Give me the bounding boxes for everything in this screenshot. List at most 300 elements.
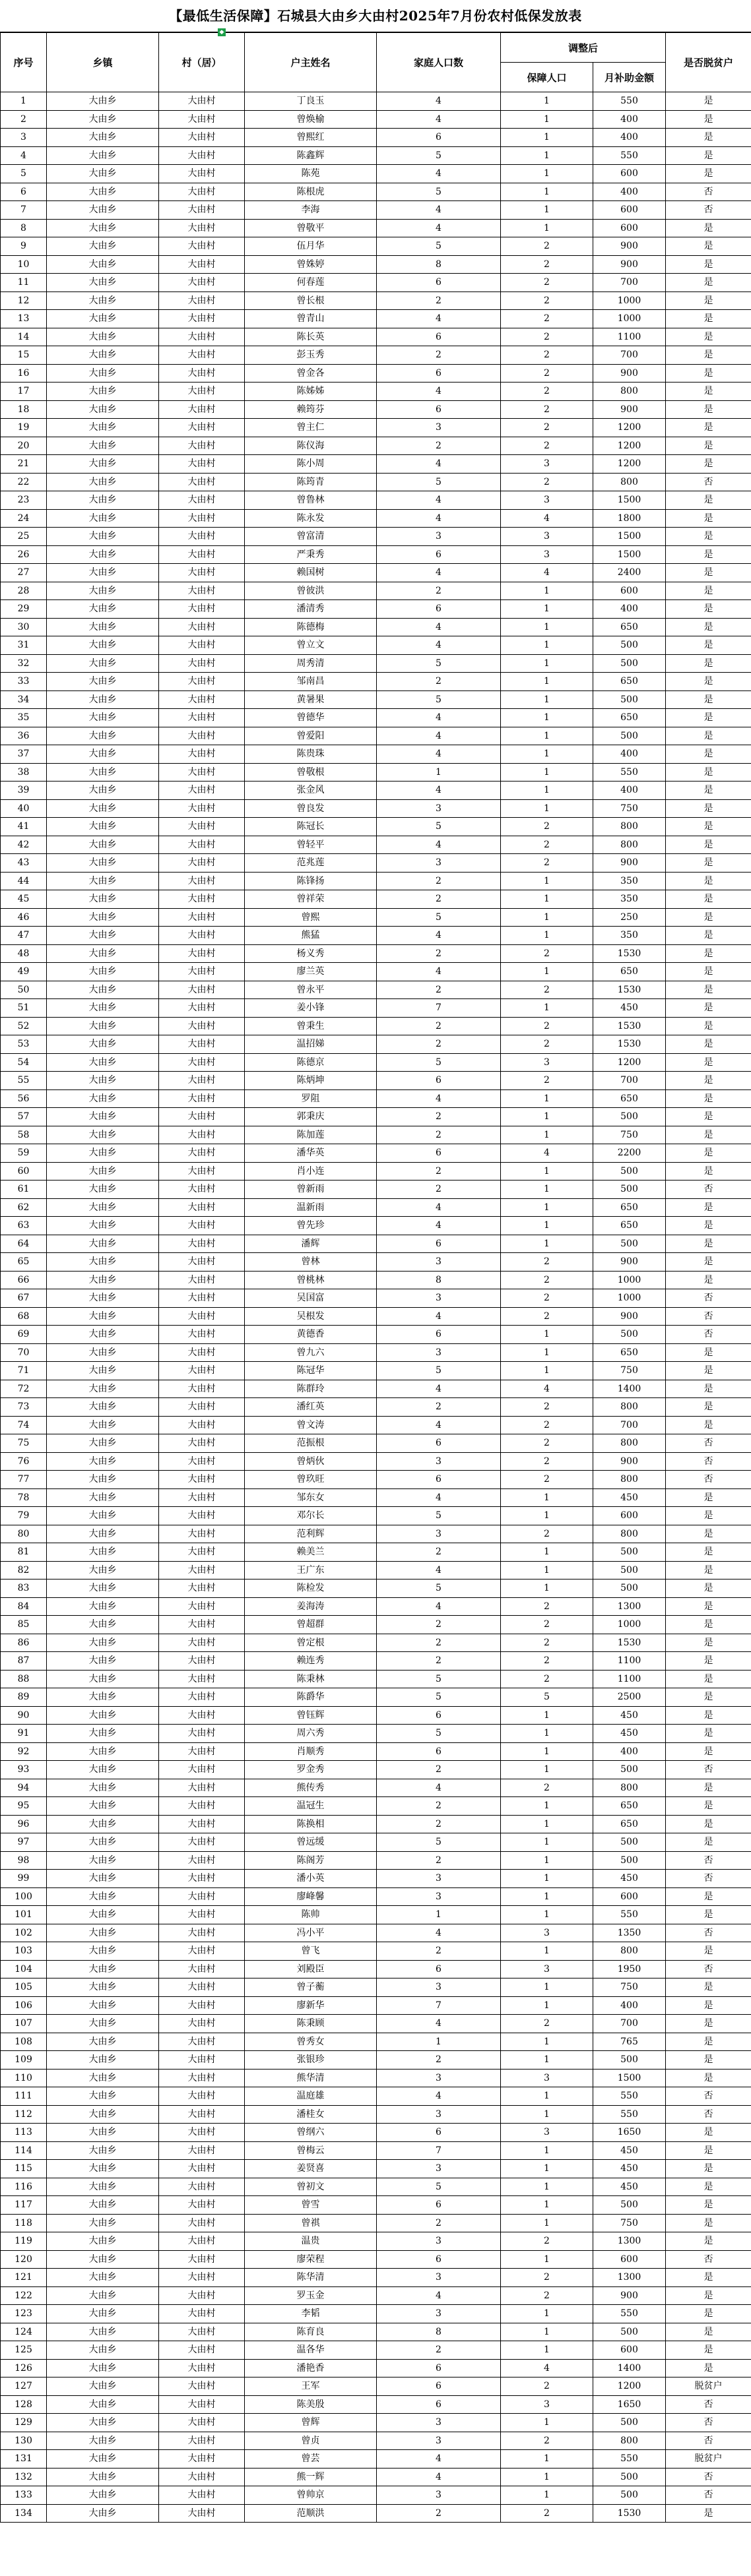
cell-head-name: 陈德梅 (245, 618, 377, 636)
cell-seq: 127 (1, 2377, 47, 2396)
cell-is-tuopin: 是 (666, 636, 751, 655)
cell-family-count: 4 (377, 2450, 501, 2469)
cell-monthly-amount: 350 (593, 890, 666, 909)
cell-monthly-amount: 550 (593, 2450, 666, 2469)
cell-is-tuopin: 是 (666, 1144, 751, 1163)
cell-monthly-amount: 550 (593, 2087, 666, 2106)
cell-is-tuopin: 是 (666, 981, 751, 999)
cell-seq: 22 (1, 473, 47, 491)
cell-village: 大由村 (159, 2359, 245, 2377)
cell-village: 大由村 (159, 1887, 245, 1906)
cell-is-tuopin: 是 (666, 745, 751, 764)
cell-seq: 33 (1, 673, 47, 691)
cell-town: 大由乡 (47, 836, 159, 854)
cell-family-count: 5 (377, 1670, 501, 1688)
cell-family-count: 6 (377, 364, 501, 383)
cell-insured-count: 1 (501, 1326, 593, 1344)
cell-town: 大由乡 (47, 1416, 159, 1434)
cell-head-name: 陈冠华 (245, 1362, 377, 1380)
cell-monthly-amount: 1000 (593, 1271, 666, 1289)
cell-seq: 63 (1, 1217, 47, 1235)
cell-is-tuopin: 否 (666, 2105, 751, 2124)
cell-family-count: 2 (377, 1851, 501, 1870)
cell-monthly-amount: 550 (593, 763, 666, 782)
cell-head-name: 曾熙红 (245, 129, 377, 147)
cell-family-count: 1 (377, 1906, 501, 1924)
cell-insured-count: 1 (501, 2160, 593, 2178)
cell-family-count: 5 (377, 183, 501, 201)
cell-insured-count: 1 (501, 2250, 593, 2269)
cell-village: 大由村 (159, 2504, 245, 2523)
cell-head-name: 陈炳坤 (245, 1072, 377, 1090)
cell-is-tuopin: 是 (666, 1942, 751, 1961)
cell-head-name: 曾轻平 (245, 836, 377, 854)
cell-monthly-amount: 1100 (593, 328, 666, 346)
cell-town: 大由乡 (47, 291, 159, 310)
table-row (1, 1543, 751, 1562)
cell-monthly-amount: 1200 (593, 419, 666, 437)
cell-monthly-amount: 550 (593, 2105, 666, 2124)
cell-seq: 2 (1, 110, 47, 129)
cell-seq: 109 (1, 2051, 47, 2070)
table-row (1, 564, 751, 582)
cell-family-count: 3 (377, 799, 501, 818)
cell-is-tuopin: 是 (666, 1652, 751, 1671)
cell-head-name: 曾长根 (245, 291, 377, 310)
cell-family-count: 3 (377, 2269, 501, 2287)
cell-seq: 68 (1, 1307, 47, 1326)
cell-village: 大由村 (159, 709, 245, 727)
cell-head-name: 曾远缓 (245, 1833, 377, 1852)
cell-seq: 78 (1, 1488, 47, 1507)
cell-monthly-amount: 550 (593, 146, 666, 165)
table-row (1, 1507, 751, 1525)
cell-insured-count: 2 (501, 473, 593, 491)
cell-insured-count: 2 (501, 419, 593, 437)
cell-village: 大由村 (159, 600, 245, 619)
cell-seq: 110 (1, 2069, 47, 2087)
cell-seq: 29 (1, 600, 47, 619)
cell-insured-count: 2 (501, 437, 593, 455)
cell-insured-count: 3 (501, 528, 593, 546)
cell-family-count: 2 (377, 1616, 501, 1634)
cell-family-count: 6 (377, 1471, 501, 1489)
cell-is-tuopin: 脱贫户 (666, 2450, 751, 2469)
cell-family-count: 2 (377, 2214, 501, 2232)
cell-is-tuopin: 是 (666, 110, 751, 129)
cell-village: 大由村 (159, 129, 245, 147)
table-row (1, 1434, 751, 1453)
cell-village: 大由村 (159, 2468, 245, 2486)
cell-family-count: 3 (377, 1452, 501, 1471)
cell-family-count: 5 (377, 1579, 501, 1598)
cell-seq: 49 (1, 963, 47, 981)
cell-town: 大由乡 (47, 872, 159, 890)
cell-is-tuopin: 是 (666, 491, 751, 510)
cell-town: 大由乡 (47, 165, 159, 183)
cell-seq: 101 (1, 1906, 47, 1924)
cell-village: 大由村 (159, 2450, 245, 2469)
cell-village: 大由村 (159, 437, 245, 455)
cell-head-name: 潘辉 (245, 1235, 377, 1253)
cell-head-name: 肖顺秀 (245, 1742, 377, 1761)
cell-head-name: 曾贞 (245, 2432, 377, 2450)
cell-head-name: 曾秀女 (245, 2033, 377, 2051)
table-row (1, 1996, 751, 2015)
cell-is-tuopin: 是 (666, 927, 751, 945)
cell-head-name: 温新雨 (245, 1198, 377, 1217)
cell-seq: 66 (1, 1271, 47, 1289)
cell-is-tuopin: 是 (666, 1035, 751, 1054)
cell-family-count: 6 (377, 1960, 501, 1978)
cell-is-tuopin: 否 (666, 1471, 751, 1489)
cell-monthly-amount: 500 (593, 2486, 666, 2505)
cell-head-name: 范振根 (245, 1434, 377, 1453)
cell-family-count: 6 (377, 1326, 501, 1344)
cell-monthly-amount: 500 (593, 1162, 666, 1181)
cell-village: 大由村 (159, 1398, 245, 1417)
cell-town: 大由乡 (47, 437, 159, 455)
table-row (1, 1742, 751, 1761)
cell-village: 大由村 (159, 1089, 245, 1108)
cell-town: 大由乡 (47, 2214, 159, 2232)
cell-family-count: 4 (377, 310, 501, 328)
cell-family-count: 2 (377, 872, 501, 890)
cell-village: 大由村 (159, 1271, 245, 1289)
cell-village: 大由村 (159, 618, 245, 636)
cell-village: 大由村 (159, 310, 245, 328)
cell-seq: 59 (1, 1144, 47, 1163)
cell-is-tuopin: 是 (666, 963, 751, 981)
cell-seq: 19 (1, 419, 47, 437)
cell-town: 大由乡 (47, 745, 159, 764)
cell-insured-count: 2 (501, 1434, 593, 1453)
cell-village: 大由村 (159, 2323, 245, 2341)
cell-village: 大由村 (159, 219, 245, 237)
cell-insured-count: 2 (501, 310, 593, 328)
cell-seq: 39 (1, 782, 47, 800)
cell-is-tuopin: 否 (666, 2395, 751, 2414)
cell-head-name: 曾雪 (245, 2196, 377, 2215)
cell-head-name: 温招娣 (245, 1035, 377, 1054)
table-row (1, 799, 751, 818)
cell-seq: 48 (1, 944, 47, 963)
cell-village: 大由村 (159, 1688, 245, 1707)
cell-is-tuopin: 是 (666, 455, 751, 474)
cell-monthly-amount: 400 (593, 745, 666, 764)
cell-family-count: 2 (377, 2341, 501, 2360)
cell-town: 大由乡 (47, 2504, 159, 2523)
cell-family-count: 3 (377, 2486, 501, 2505)
cell-family-count: 6 (377, 600, 501, 619)
cell-seq: 131 (1, 2450, 47, 2469)
cell-town: 大由乡 (47, 1924, 159, 1942)
cell-town: 大由乡 (47, 1561, 159, 1579)
cell-seq: 3 (1, 129, 47, 147)
cell-village: 大由村 (159, 673, 245, 691)
cell-insured-count: 1 (501, 1181, 593, 1199)
cell-family-count: 4 (377, 2087, 501, 2106)
cell-village: 大由村 (159, 2069, 245, 2087)
cell-head-name: 陈根虎 (245, 183, 377, 201)
cell-monthly-amount: 500 (593, 1108, 666, 1126)
cell-insured-count: 1 (501, 999, 593, 1018)
cell-insured-count: 2 (501, 1652, 593, 1671)
cell-insured-count: 1 (501, 1797, 593, 1816)
cell-town: 大由乡 (47, 890, 159, 909)
cell-head-name: 曾焕榆 (245, 110, 377, 129)
cell-is-tuopin: 是 (666, 1616, 751, 1634)
cell-village: 大由村 (159, 908, 245, 927)
cell-head-name: 李海 (245, 201, 377, 220)
cell-family-count: 3 (377, 1870, 501, 1888)
cell-head-name: 陈长英 (245, 328, 377, 346)
cell-insured-count: 3 (501, 2124, 593, 2142)
cell-insured-count: 2 (501, 364, 593, 383)
cell-family-count: 6 (377, 400, 501, 419)
cell-is-tuopin: 是 (666, 310, 751, 328)
cell-monthly-amount: 500 (593, 2196, 666, 2215)
cell-town: 大由乡 (47, 110, 159, 129)
cell-head-name: 曾良发 (245, 799, 377, 818)
cell-is-tuopin: 是 (666, 782, 751, 800)
cell-insured-count: 2 (501, 1616, 593, 1634)
cell-is-tuopin: 是 (666, 1362, 751, 1380)
cell-seq: 30 (1, 618, 47, 636)
cell-town: 大由乡 (47, 1870, 159, 1888)
cell-family-count: 2 (377, 981, 501, 999)
table-row (1, 1271, 751, 1289)
cell-family-count: 3 (377, 528, 501, 546)
cell-town: 大由乡 (47, 2432, 159, 2450)
cell-head-name: 陈群玲 (245, 1380, 377, 1398)
cell-head-name: 陈育良 (245, 2323, 377, 2341)
cell-is-tuopin: 否 (666, 473, 751, 491)
table-row (1, 310, 751, 328)
table-row (1, 1089, 751, 1108)
cell-monthly-amount: 1650 (593, 2124, 666, 2142)
cell-head-name: 曾敬平 (245, 219, 377, 237)
cell-head-name: 邓尔长 (245, 1507, 377, 1525)
cell-head-name: 潘清秀 (245, 600, 377, 619)
cell-village: 大由村 (159, 491, 245, 510)
cell-head-name: 陈帅 (245, 1906, 377, 1924)
table-row (1, 255, 751, 274)
cell-insured-count: 2 (501, 854, 593, 873)
cell-town: 大由乡 (47, 727, 159, 745)
cell-village: 大由村 (159, 1779, 245, 1797)
cell-is-tuopin: 是 (666, 1597, 751, 1616)
cell-head-name: 张金风 (245, 782, 377, 800)
cell-village: 大由村 (159, 1597, 245, 1616)
cell-insured-count: 2 (501, 2015, 593, 2033)
cell-seq: 58 (1, 1126, 47, 1144)
cell-family-count: 4 (377, 455, 501, 474)
cell-family-count: 3 (377, 1887, 501, 1906)
cell-insured-count: 1 (501, 129, 593, 147)
table-row (1, 1942, 751, 1961)
cell-village: 大由村 (159, 1616, 245, 1634)
cell-town: 大由乡 (47, 1452, 159, 1471)
cell-seq: 38 (1, 763, 47, 782)
cell-is-tuopin: 是 (666, 890, 751, 909)
cell-insured-count: 1 (501, 1761, 593, 1779)
cell-monthly-amount: 250 (593, 908, 666, 927)
cell-village: 大由村 (159, 1652, 245, 1671)
cell-head-name: 曾敬根 (245, 763, 377, 782)
cell-village: 大由村 (159, 763, 245, 782)
table-row (1, 2250, 751, 2269)
cell-monthly-amount: 500 (593, 654, 666, 673)
cell-town: 大由乡 (47, 1597, 159, 1616)
cell-village: 大由村 (159, 1725, 245, 1743)
cell-monthly-amount: 400 (593, 600, 666, 619)
cell-insured-count: 2 (501, 328, 593, 346)
cell-is-tuopin: 是 (666, 2269, 751, 2287)
cell-insured-count: 2 (501, 1634, 593, 1652)
cell-town: 大由乡 (47, 1978, 159, 1997)
table-row (1, 1488, 751, 1507)
cell-monthly-amount: 1300 (593, 2232, 666, 2251)
cell-village: 大由村 (159, 1053, 245, 1072)
cell-monthly-amount: 900 (593, 2286, 666, 2305)
table-row (1, 636, 751, 655)
cell-town: 大由乡 (47, 2468, 159, 2486)
cell-monthly-amount: 650 (593, 1797, 666, 1816)
cell-village: 大由村 (159, 944, 245, 963)
cell-family-count: 3 (377, 1289, 501, 1308)
cell-insured-count: 2 (501, 1670, 593, 1688)
header-monthly-amount: 月补助金额 (593, 63, 666, 92)
cell-monthly-amount: 750 (593, 1126, 666, 1144)
table-row (1, 400, 751, 419)
cell-village: 大由村 (159, 1561, 245, 1579)
cell-head-name: 陈鑫辉 (245, 146, 377, 165)
cell-head-name: 曾桃林 (245, 1271, 377, 1289)
cell-insured-count: 1 (501, 2323, 593, 2341)
cell-family-count: 2 (377, 944, 501, 963)
cell-village: 大由村 (159, 545, 245, 564)
table-row (1, 274, 751, 292)
table-row (1, 1343, 751, 1362)
cell-head-name: 曾祥荣 (245, 890, 377, 909)
cell-head-name: 曾纲六 (245, 2124, 377, 2142)
cell-town: 大由乡 (47, 1815, 159, 1833)
cell-seq: 8 (1, 219, 47, 237)
table-row (1, 1108, 751, 1126)
table-row (1, 419, 751, 437)
cell-monthly-amount: 400 (593, 183, 666, 201)
table-row (1, 944, 751, 963)
cell-village: 大由村 (159, 400, 245, 419)
cell-head-name: 熊猛 (245, 927, 377, 945)
cell-town: 大由乡 (47, 1398, 159, 1417)
table-row (1, 1652, 751, 1671)
cell-anchor-marker[interactable]: ◆ (218, 28, 226, 36)
cell-insured-count: 1 (501, 1126, 593, 1144)
cell-head-name: 陈美殷 (245, 2395, 377, 2414)
cell-monthly-amount: 1000 (593, 310, 666, 328)
cell-is-tuopin: 是 (666, 1688, 751, 1707)
cell-head-name: 曾新雨 (245, 1181, 377, 1199)
cell-family-count: 2 (377, 1017, 501, 1035)
table-row (1, 1579, 751, 1598)
cell-head-name: 陈锋扬 (245, 872, 377, 890)
cell-seq: 81 (1, 1543, 47, 1562)
cell-town: 大由乡 (47, 618, 159, 636)
table-row (1, 1688, 751, 1707)
cell-head-name: 丁良玉 (245, 92, 377, 111)
table-row (1, 618, 751, 636)
cell-insured-count: 2 (501, 2286, 593, 2305)
cell-seq: 130 (1, 2432, 47, 2450)
cell-town: 大由乡 (47, 1144, 159, 1163)
header-insured-count: 保障人口 (501, 63, 593, 92)
cell-village: 大由村 (159, 2341, 245, 2360)
cell-seq: 124 (1, 2323, 47, 2341)
cell-is-tuopin: 是 (666, 564, 751, 582)
cell-town: 大由乡 (47, 2286, 159, 2305)
table-body (1, 92, 751, 2523)
cell-seq: 44 (1, 872, 47, 890)
cell-town: 大由乡 (47, 146, 159, 165)
cell-village: 大由村 (159, 1362, 245, 1380)
cell-village: 大由村 (159, 1833, 245, 1852)
cell-town: 大由乡 (47, 600, 159, 619)
cell-village: 大由村 (159, 2051, 245, 2070)
cell-town: 大由乡 (47, 1326, 159, 1344)
table-row (1, 673, 751, 691)
header-town: 乡镇 (47, 33, 159, 92)
cell-insured-count: 1 (501, 1742, 593, 1761)
cell-monthly-amount: 1500 (593, 491, 666, 510)
cell-head-name: 曾爱阳 (245, 727, 377, 745)
cell-village: 大由村 (159, 2105, 245, 2124)
cell-monthly-amount: 1530 (593, 2504, 666, 2523)
cell-insured-count: 1 (501, 146, 593, 165)
cell-village: 大由村 (159, 1471, 245, 1489)
cell-is-tuopin: 是 (666, 1996, 751, 2015)
cell-family-count: 2 (377, 1543, 501, 1562)
cell-monthly-amount: 700 (593, 1072, 666, 1090)
cell-is-tuopin: 否 (666, 183, 751, 201)
cell-monthly-amount: 600 (593, 201, 666, 220)
cell-insured-count: 1 (501, 2033, 593, 2051)
cell-seq: 1 (1, 92, 47, 111)
cell-insured-count: 1 (501, 600, 593, 619)
cell-is-tuopin: 是 (666, 1525, 751, 1543)
cell-seq: 90 (1, 1706, 47, 1725)
cell-is-tuopin: 是 (666, 528, 751, 546)
cell-family-count: 5 (377, 690, 501, 709)
cell-town: 大由乡 (47, 237, 159, 256)
cell-is-tuopin: 否 (666, 1761, 751, 1779)
cell-seq: 133 (1, 2486, 47, 2505)
cell-town: 大由乡 (47, 2395, 159, 2414)
table-row (1, 1362, 751, 1380)
cell-insured-count: 1 (501, 1996, 593, 2015)
table-row (1, 600, 751, 619)
cell-family-count: 5 (377, 1725, 501, 1743)
cell-village: 大由村 (159, 836, 245, 854)
cell-seq: 24 (1, 509, 47, 528)
cell-family-count: 1 (377, 2033, 501, 2051)
table-row (1, 1887, 751, 1906)
table-row (1, 908, 751, 927)
cell-town: 大由乡 (47, 2051, 159, 2070)
cell-is-tuopin: 是 (666, 944, 751, 963)
table-row (1, 201, 751, 220)
